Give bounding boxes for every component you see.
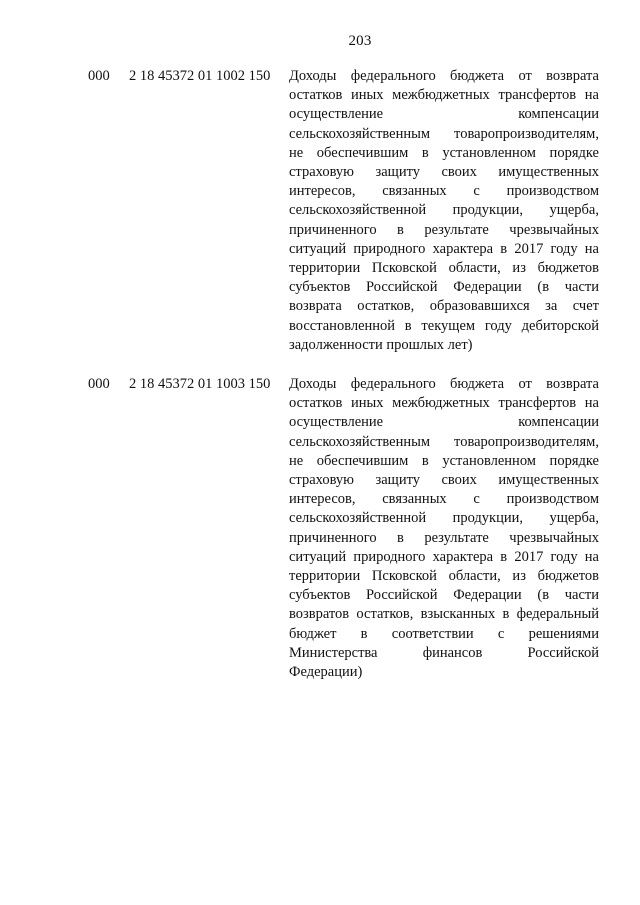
budget-classification-code: 2 18 45372 01 1002 150 <box>129 68 271 84</box>
description-line: остатков иных межбюджетных трансфертов на <box>289 395 599 412</box>
administrator-code: 000 <box>88 376 110 392</box>
description-line: субъектов Российской Федерации (в части <box>289 587 599 604</box>
description-line: территории Псковской области, из бюджетов <box>289 260 599 277</box>
description-line: осуществление компенсации <box>289 106 599 123</box>
description-line: интересов, связанных с производством <box>289 183 599 200</box>
description-line: не обеспечившим в установленном порядке <box>289 144 599 161</box>
description-line: сельскохозяйственным товаропроизводителям, <box>289 125 599 142</box>
description-line: ситуаций природного характера в 2017 году на <box>289 240 599 257</box>
administrator-code: 000 <box>88 68 110 84</box>
description-line: страховую защиту своих имущественных <box>289 472 599 489</box>
description-line: интересов, связанных с производством <box>289 491 599 508</box>
description-line: территории Псковской области, из бюджетов <box>289 568 599 585</box>
description-line: причиненного в результате чрезвычайных <box>289 221 599 238</box>
description-line: осуществление компенсации <box>289 414 599 431</box>
description-line: задолженности прошлых лет) <box>289 336 473 353</box>
description-line: возврата остатков, образовавшихся за счет <box>289 298 599 315</box>
page-number: 203 <box>348 33 372 49</box>
description-line: сельскохозяйственным товаропроизводителям, <box>289 433 599 450</box>
description-line: сельскохозяйственной продукции, ущерба, <box>289 202 599 219</box>
description-line: не обеспечившим в установленном порядке <box>289 452 599 469</box>
description-line: субъектов Российской Федерации (в части <box>289 279 599 296</box>
description-line: Доходы федерального бюджета от возврата <box>289 376 599 392</box>
description-line: бюджет в соответствии с решениями <box>289 625 599 642</box>
description-line: причиненного в результате чрезвычайных <box>289 529 599 546</box>
description-line: восстановленной в текущем году дебиторской <box>289 317 599 334</box>
income-description <box>289 67 599 355</box>
income-description <box>289 375 599 682</box>
description-line: сельскохозяйственной продукции, ущерба, <box>289 510 599 527</box>
description-line: возвратов остатков, взысканных в федеральный <box>289 606 599 623</box>
description-line: страховую защиту своих имущественных <box>289 164 599 181</box>
description-line: Доходы федерального бюджета от возврата <box>289 68 599 84</box>
description-line: Министерства финансов Российской <box>289 644 599 661</box>
description-line: ситуаций природного характера в 2017 году на <box>289 548 599 565</box>
description-line: остатков иных межбюджетных трансфертов на <box>289 87 599 104</box>
budget-classification-code: 2 18 45372 01 1003 150 <box>129 376 271 392</box>
description-line: Федерации) <box>289 664 363 681</box>
